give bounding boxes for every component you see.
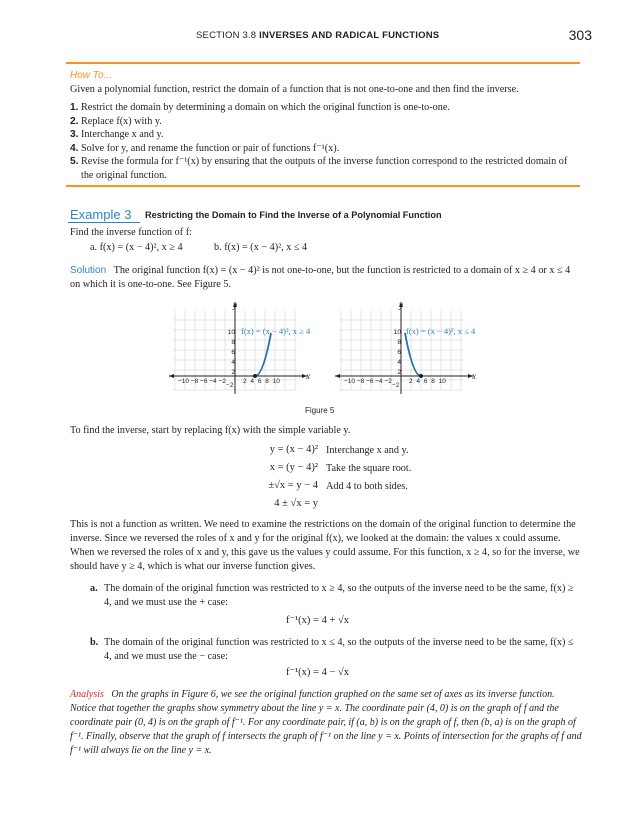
howto-step: 1. Restrict the domain by determining a domain on which the original function is one-to-one. <box>70 102 450 113</box>
eq-step-4: 4 ± √x = y <box>274 498 318 509</box>
page-number: 303 <box>568 27 592 43</box>
find-inverse-text: To find the inverse, start by replacing f(x) with the simple variable y. <box>70 425 351 436</box>
x-ticks-neg-left: −10 −8 −6 −4 −2 <box>178 378 226 385</box>
y-axis-label-left: y <box>233 300 237 310</box>
case-a-label: a. <box>90 583 98 594</box>
howto-step: 2. Replace f(x) with y. <box>70 115 162 127</box>
y-ticks-left: 10 8 6 4 2 <box>227 329 235 376</box>
case-a-equation: f⁻¹(x) = 4 + √x <box>286 615 350 626</box>
eq-note-2: Take the square root. <box>326 463 412 474</box>
y-tick-neg-right: −2 <box>392 382 400 389</box>
example-label: Example 3 <box>70 207 132 222</box>
y-axis-label-right: y <box>399 300 403 310</box>
example-part-a: a. f(x) = (x − 4)², x ≥ 4 <box>90 242 183 253</box>
curve-label-left: f(x) = (x − 4)², x ≥ 4 <box>241 326 311 336</box>
case-b-label: b. <box>90 637 99 648</box>
analysis-paragraph <box>70 688 582 758</box>
x-ticks-pos-right: 2 4 6 8 10 <box>409 378 446 385</box>
eq-note-1: Interchange x and y. <box>326 445 409 456</box>
section-title: INVERSES AND RADICAL FUNCTIONS <box>259 30 440 41</box>
y-ticks-right: 10 8 6 4 2 <box>393 329 401 376</box>
case-a-text: The domain of the original function was restricted to x ≥ 4, so the outputs of the inverse need to be the same, f(x) ≥ 4, and we must use the + case: <box>104 583 574 608</box>
solution-text: The original function f(x) = (x − 4)² is not one-to-one, but the function is restricted to a domain of x ≥ 4 or x ≤ 4 on which it is one-to-one. See Figure 5. <box>70 265 571 290</box>
case-b-text: The domain of the original function was restricted to x ≤ 4, so the outputs of the inverse need to be the same, f(x) ≤ 4, and we must use the − case: <box>104 637 574 662</box>
not-function-paragraph: This is not a function as written. We need to examine the restrictions on the domain of the original function to determine the inverse. Since we reversed the roles of x and y for the original f(x), we looked at the domain: the values x could assume. When we reversed the roles of x and y, this gave us the values y could assume. For this function, x ≥ 4, so for the inverse, we should have y ≥ 4, which is what our inverse function gives. <box>70 519 580 572</box>
analysis-text: On the graphs in Figure 6, we see the original function graphed on the same set of axes as its inverse function. Notice that together the graphs show symmetry about the line y = x. The coordinate pair (4, 0) is on the graph of f and the coordinate pair (0, 4) is on the graph of f⁻¹. For any coordinate pair, if (a, b) is on the graph of f, then (b, a) is on the graph of f⁻¹. Finally, observe that the graph of f intersects the graph of f⁻¹ on the line y = x. Points of intersection for the graphs of f and f⁻¹ will always lie on the line y = x. <box>70 689 582 756</box>
section-number: SECTION 3.8 <box>196 30 257 41</box>
howto-label: How To... <box>70 70 112 81</box>
x-axis-label-right: x <box>472 371 476 381</box>
x-arrow-left-r <box>335 374 340 378</box>
howto-intro: Given a polynomial function, restrict the domain of a function that is not one-to-one and then find the inverse. <box>70 84 519 95</box>
example-title: Restricting the Domain to Find the Inverse of a Polynomial Function <box>145 210 442 220</box>
x-ticks-pos-left: 2 4 6 8 10 <box>243 378 280 385</box>
figure-caption: Figure 5 <box>305 406 335 415</box>
example-underline <box>68 222 140 223</box>
solution-label: Solution <box>70 265 107 276</box>
howto-bottom-rule <box>66 185 580 187</box>
curve-left <box>255 333 271 376</box>
running-header <box>196 30 439 41</box>
howto-top-rule <box>66 62 580 64</box>
curve-right <box>405 333 421 376</box>
howto-step: 4. Solve for y, and rename the function or pair of functions f⁻¹(x). <box>70 142 340 154</box>
eq-step-1: y = (x − 4)² <box>269 444 318 455</box>
y-tick-neg-left: −2 <box>226 382 234 389</box>
case-b-equation: f⁻¹(x) = 4 − √x <box>286 667 350 678</box>
howto-step: 5. Revise the formula for f⁻¹(x) by ensuring that the outputs of the inverse function correspond to the restricted domain of the original function. <box>70 156 568 181</box>
eq-step-2: x = (y − 4)² <box>269 462 318 473</box>
x-ticks-neg-right: −10 −8 −6 −4 −2 <box>344 378 392 385</box>
howto-steps <box>70 101 570 182</box>
analysis-label: Analysis <box>70 689 104 700</box>
solution-paragraph <box>70 264 582 292</box>
x-axis-label-left: x <box>306 371 310 381</box>
example-prompt: Find the inverse function of f: <box>70 227 192 238</box>
eq-step-3: ±√x = y − 4 <box>268 480 318 491</box>
eq-note-3: Add 4 to both sides. <box>326 481 408 492</box>
curve-label-right: f(x) = (x − 4)², x ≤ 4 <box>406 326 476 336</box>
x-arrow-left <box>169 374 174 378</box>
howto-step: 3. Interchange x and y. <box>70 129 164 140</box>
example-part-b: b. f(x) = (x − 4)², x ≤ 4 <box>214 242 308 253</box>
